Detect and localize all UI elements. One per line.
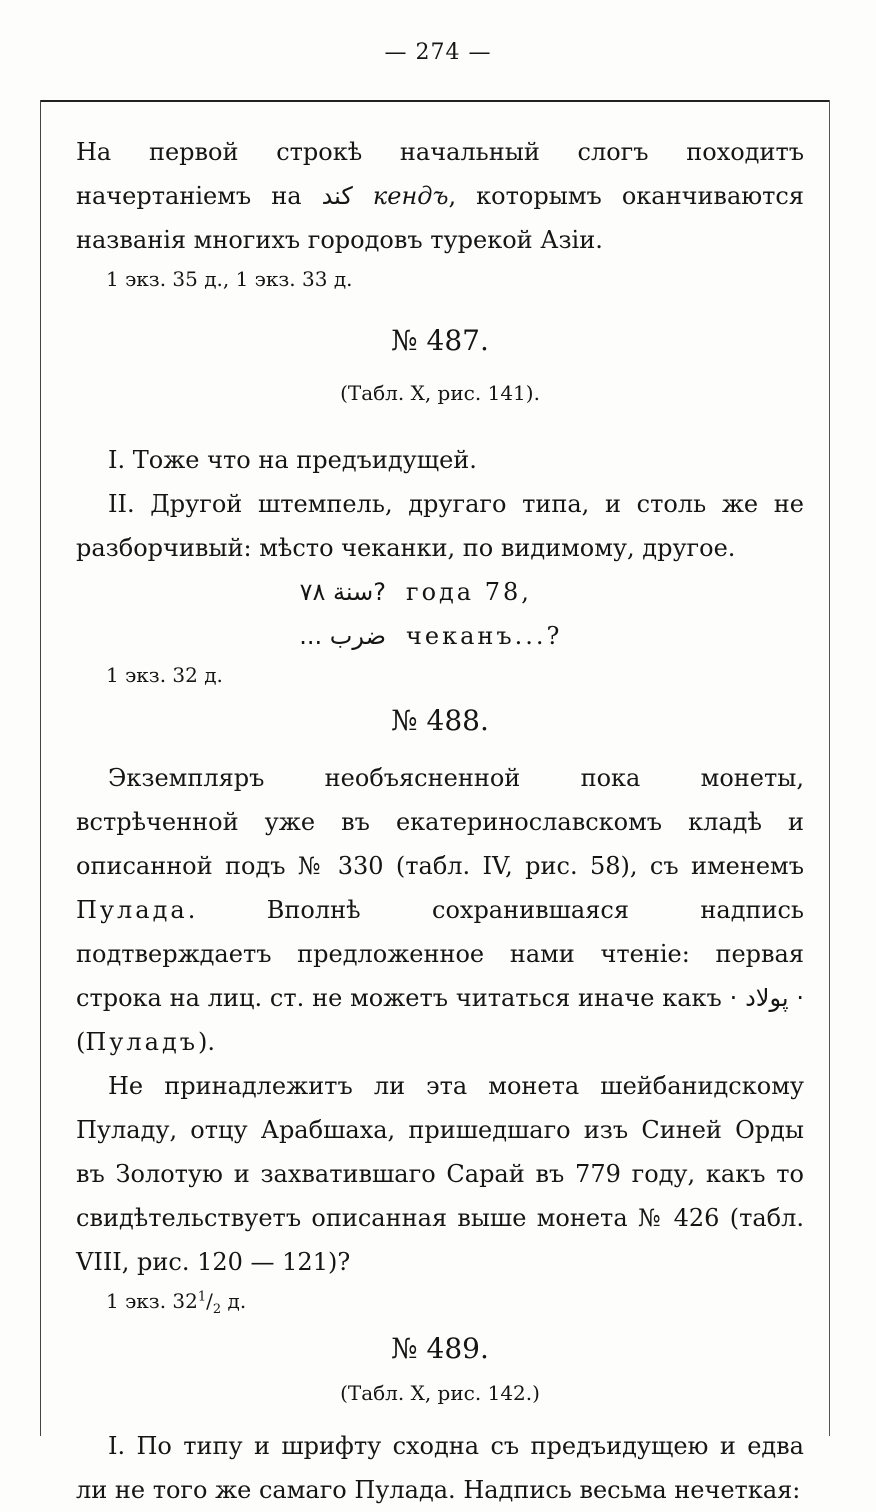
text: , которымъ оканчиваются названія многихъ городовъ турекой Азіи. [76,182,805,254]
fraction-numerator: 1 [197,1289,207,1305]
transliteration: кендъ [372,182,449,210]
obverse-line-489: I. По типу и шрифту сходна съ предъидущею и едва ли не того же самаго Пулада. Надпись весьма нечеткая: [76,1432,804,1504]
table-reference-489: (Табл. X, рис. 142.) [340,1381,540,1405]
specimen-count [106,1284,804,1318]
name-pulad: Пуладъ [85,1028,199,1056]
paragraph-488-question: Не принадлежитъ ли эта монета шейбанидскому Пуладу, отцу Арабшаха, пришедшаго изъ Синей Орды въ Золотую и захватившаго Сарай въ 779 году, какъ то свидѣтельствуетъ описанная выше монета № 426 (табл. VIII, рис. 120 — 121)? [76,1072,804,1276]
reverse-line-487: II. Другой штемпель, другаго типа, и столь же не разборчивый: мѣсто чеканки, по видимому, другое. [76,490,804,562]
entry-number-489: № 489. [391,1332,489,1365]
inscription-translation: чеканъ...? [406,622,563,650]
arabic-word: كند [321,182,353,210]
text: На первой строкѣ начальный слогъ походитъ начертаніемъ на [76,138,804,210]
entry-number-488: № 488. [391,704,489,737]
right-border [829,100,830,1436]
left-border [40,100,41,1436]
text: ). [198,1028,216,1056]
table-reference-487: (Табл. X, рис. 141). [340,381,540,405]
specimen-count: 1 экз. 35 д., 1 экз. 33 д. [106,267,353,291]
header-rule [40,100,830,102]
paragraph-intro [76,130,804,262]
text: . Вполнѣ сохранившаяся надпись подтверждаетъ предложенное нами чтеніе: первая строка на лиц. ст. не можетъ читаться иначе какъ [76,896,804,1012]
name-pulad: Пулада [76,896,188,924]
text: ( [76,1028,86,1056]
paragraph-488 [76,756,804,1064]
text: Экземпляръ необъясненной пока монеты, встрѣченной уже въ екатеринославскомъ кладѣ и описанной подъ № 330 (табл. IV, рис. 58), съ именемъ [76,764,804,880]
specimen-count: 1 экз. 32 д. [106,663,223,687]
text [353,182,373,210]
inscription-translation: года 78, [406,578,532,606]
entry-number-487: № 487. [391,324,489,357]
obverse-line-487: I. Тоже что на предъидущей. [108,446,477,474]
inscription-block [236,570,804,658]
fraction-denominator: 2 [212,1302,222,1317]
text: 1 экз. 32 [106,1289,198,1313]
arabic-word: · پولاد · [729,984,804,1012]
text: д. [221,1289,247,1313]
fraction-slash: / [206,1289,213,1313]
page-number: — 274 — [384,40,492,65]
inscription-arabic: ?سنة ٧٨ [299,578,386,606]
page-body [76,130,804,1512]
inscription-arabic: ضرب ... [299,622,386,650]
